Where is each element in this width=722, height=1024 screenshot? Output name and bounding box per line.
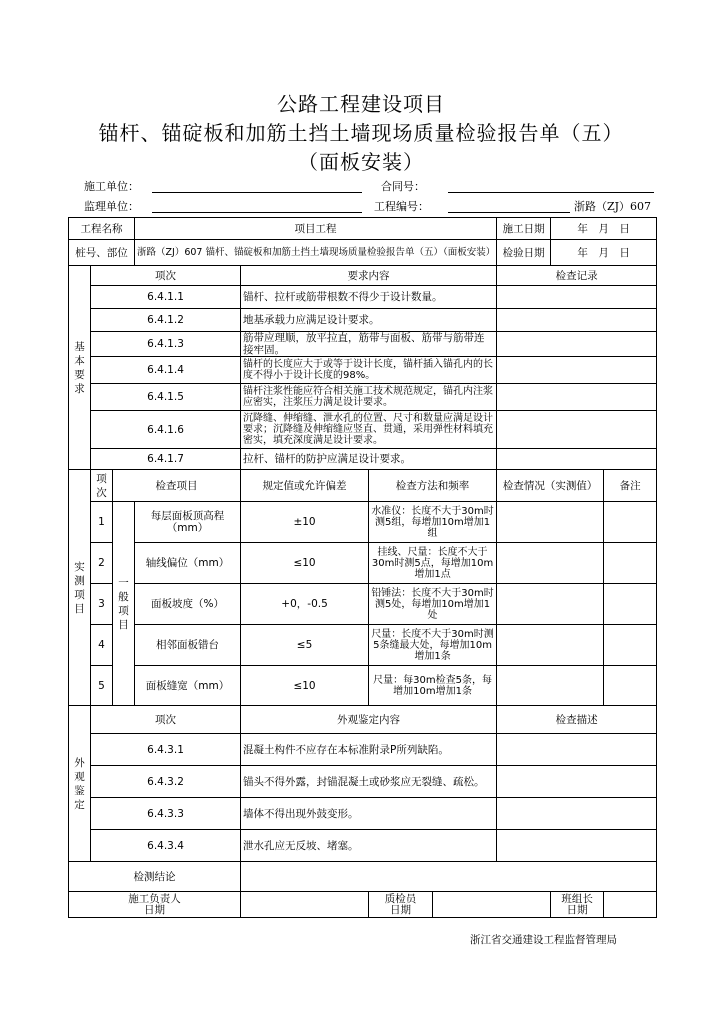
- measured-items-label: 实测项目: [69, 470, 91, 706]
- sign-inspector-label: 质检员: [384, 892, 417, 905]
- general-items-label: 一般项目: [113, 502, 135, 706]
- measured-item: 面板坡度（%）: [135, 584, 241, 625]
- measured-spec: ≤10: [241, 666, 369, 706]
- measured-note[interactable]: [604, 625, 657, 666]
- basic-item-no: 6.4.1.7: [91, 449, 241, 470]
- measured-note[interactable]: [604, 502, 657, 543]
- measured-note[interactable]: [604, 584, 657, 625]
- basic-item-text: 拉杆、锚杆的防护应满足设计要求。: [241, 449, 497, 470]
- sign-construction-date-label: 日期: [144, 903, 166, 916]
- sign-inspector-date-label: 日期: [390, 903, 412, 916]
- measured-method: 水准仪：长度不大于30m时测5组，每增加10m增加1组: [369, 502, 497, 543]
- basic-item-text: 锚杆注浆性能应符合相关施工技术规范规定，锚孔内注浆应密实，注浆压力满足设计要求。: [241, 384, 497, 411]
- measured-no: 2: [91, 543, 113, 584]
- measured-no: 1: [91, 502, 113, 543]
- basic-item-record[interactable]: [497, 449, 657, 470]
- supervision-unit-label: 监理单位：: [84, 200, 139, 213]
- project-no-field[interactable]: [448, 212, 570, 213]
- basic-item-text: 地基承载力应满足设计要求。: [241, 309, 497, 332]
- measured-spec: ≤10: [241, 543, 369, 584]
- measured-method-header: 检查方法和频率: [369, 470, 497, 502]
- sign-team-leader-label: 班组长: [561, 892, 593, 905]
- measured-item: 每层面板顶高程（mm）: [135, 502, 241, 543]
- measured-item-header: 检查项目: [113, 470, 241, 502]
- basic-item-text: 锚杆、拉杆或筋带根数不得少于设计数量。: [241, 286, 497, 309]
- form-code: 浙路（ZJ）607: [574, 200, 652, 213]
- basic-item-record[interactable]: [497, 309, 657, 332]
- measured-spec-header: 规定值或允许偏差: [241, 470, 369, 502]
- basic-item-record[interactable]: [497, 411, 657, 449]
- appearance-no-header: 项次: [91, 706, 241, 734]
- sign-construction-label: 施工负责人: [128, 892, 181, 905]
- project-no-label: 工程编号：: [374, 200, 429, 213]
- appearance-desc[interactable]: [497, 766, 657, 798]
- appearance-label: 外观鉴定: [69, 706, 91, 862]
- appearance-text: 墙体不得出现外鼓变形。: [241, 798, 497, 830]
- requirement-header: 要求内容: [241, 266, 497, 286]
- inspection-report-table: [68, 217, 657, 918]
- construction-date-label: 施工日期: [497, 218, 551, 240]
- measured-note[interactable]: [604, 666, 657, 706]
- appearance-no: 6.4.3.4: [91, 830, 241, 862]
- title-line3: （面板安装）: [298, 150, 424, 174]
- appearance-text: 锚头不得外露，封锚混凝土或砂浆应无裂缝、疏松。: [241, 766, 497, 798]
- measured-result[interactable]: [497, 584, 604, 625]
- station-label: 桩号、部位: [69, 240, 135, 266]
- contract-no-field[interactable]: [448, 192, 654, 193]
- basic-item-no: 6.4.1.5: [91, 384, 241, 411]
- contract-no-label: 合同号：: [381, 180, 425, 193]
- sign-team-leader: [551, 892, 604, 918]
- measured-method: 铅锤法：长度不大于30m时测5处，每增加10m增加1处: [369, 584, 497, 625]
- basic-item-text: 沉降缝、伸缩缝、泄水孔的位置、尺寸和数量应满足设计要求；沉降缝及伸缩缝应竖直、贯通，采用弹性材料填充密实，填充深度满足设计要求。: [241, 411, 497, 449]
- measured-spec: ±10: [241, 502, 369, 543]
- basic-item-record[interactable]: [497, 332, 657, 357]
- basic-item-no: 6.4.1.1: [91, 286, 241, 309]
- appearance-text: 混凝土构件不应存在本标准附录P所列缺陷。: [241, 734, 497, 766]
- construction-unit-field[interactable]: [152, 192, 362, 193]
- basic-item-header: 项次: [91, 266, 241, 286]
- supervision-unit-field[interactable]: [152, 212, 362, 213]
- basic-item-no: 6.4.1.2: [91, 309, 241, 332]
- measured-method: 挂线、尺量：长度不大于30m时测5点，每增加10m增加1点: [369, 543, 497, 584]
- sign-team-leader-field[interactable]: [604, 892, 657, 918]
- measured-result[interactable]: [497, 502, 604, 543]
- sign-construction: [69, 892, 241, 918]
- measured-note-header: 备注: [604, 470, 657, 502]
- project-name-value[interactable]: 项目工程: [135, 218, 497, 240]
- measured-result[interactable]: [497, 543, 604, 584]
- measured-no-header: 项次: [91, 470, 113, 502]
- basic-item-record[interactable]: [497, 286, 657, 309]
- appearance-content-header: 外观鉴定内容: [241, 706, 497, 734]
- title-line1: 公路工程建设项目: [277, 92, 445, 116]
- measured-item: 面板缝宽（mm）: [135, 666, 241, 706]
- basic-item-no: 6.4.1.4: [91, 357, 241, 384]
- measured-spec: +0，-0.5: [241, 584, 369, 625]
- appearance-desc[interactable]: [497, 734, 657, 766]
- measured-spec: ≤5: [241, 625, 369, 666]
- inspection-date-label: 检验日期: [497, 240, 551, 266]
- title-line2: 锚杆、锚碇板和加筋土挡土墙现场质量检验报告单（五）: [98, 121, 624, 145]
- conclusion-label: 检测结论: [69, 862, 241, 892]
- basic-item-no: 6.4.1.3: [91, 332, 241, 357]
- construction-unit-label: 施工单位：: [84, 180, 139, 193]
- basic-item-text: 筋带应理顺，放平拉直，筋带与面板、筋带与筋带连接牢固。: [241, 332, 497, 357]
- sign-inspector-field[interactable]: [433, 892, 551, 918]
- station-value[interactable]: 浙路（ZJ）607 锚杆、锚碇板和加筋土挡土墙现场质量检验报告单（五）（面板安装）: [135, 240, 497, 266]
- sign-team-leader-date-label: 日期: [566, 903, 588, 916]
- appearance-text: 泄水孔应无反坡、堵塞。: [241, 830, 497, 862]
- measured-note[interactable]: [604, 543, 657, 584]
- inspection-date-value[interactable]: 年 月 日: [551, 240, 657, 266]
- measured-result[interactable]: [497, 625, 604, 666]
- basic-requirements-label: 基本要求: [69, 266, 91, 470]
- sign-inspector: [369, 892, 433, 918]
- check-record-header: 检查记录: [497, 266, 657, 286]
- measured-no: 3: [91, 584, 113, 625]
- appearance-desc-header: 检查描述: [497, 706, 657, 734]
- sign-construction-field[interactable]: [241, 892, 369, 918]
- footer-authority: 浙江省交通建设工程监督管理局: [470, 934, 617, 946]
- appearance-no: 6.4.3.3: [91, 798, 241, 830]
- appearance-no: 6.4.3.1: [91, 734, 241, 766]
- basic-item-record[interactable]: [497, 384, 657, 411]
- appearance-no: 6.4.3.2: [91, 766, 241, 798]
- construction-date-value[interactable]: 年 月 日: [551, 218, 657, 240]
- measured-result[interactable]: [497, 666, 604, 706]
- measured-no: 5: [91, 666, 113, 706]
- basic-item-text: 锚杆的长度应大于或等于设计长度，锚杆插入锚孔内的长度不得小于设计长度的98%。: [241, 357, 497, 384]
- measured-item: 轴线偏位（mm）: [135, 543, 241, 584]
- appearance-desc[interactable]: [497, 830, 657, 862]
- appearance-desc[interactable]: [497, 798, 657, 830]
- measured-method: 尺量：每30m检查5条，每增加10m增加1条: [369, 666, 497, 706]
- conclusion-field[interactable]: [241, 862, 657, 892]
- basic-item-no: 6.4.1.6: [91, 411, 241, 449]
- project-name-label: 工程名称: [69, 218, 135, 240]
- measured-no: 4: [91, 625, 113, 666]
- basic-item-record[interactable]: [497, 357, 657, 384]
- measured-method: 尺量：长度不大于30m时测5条缝最大处，每增加10m增加1条: [369, 625, 497, 666]
- measured-item: 相邻面板错台: [135, 625, 241, 666]
- measured-result-header: 检查情况（实测值）: [497, 470, 604, 502]
